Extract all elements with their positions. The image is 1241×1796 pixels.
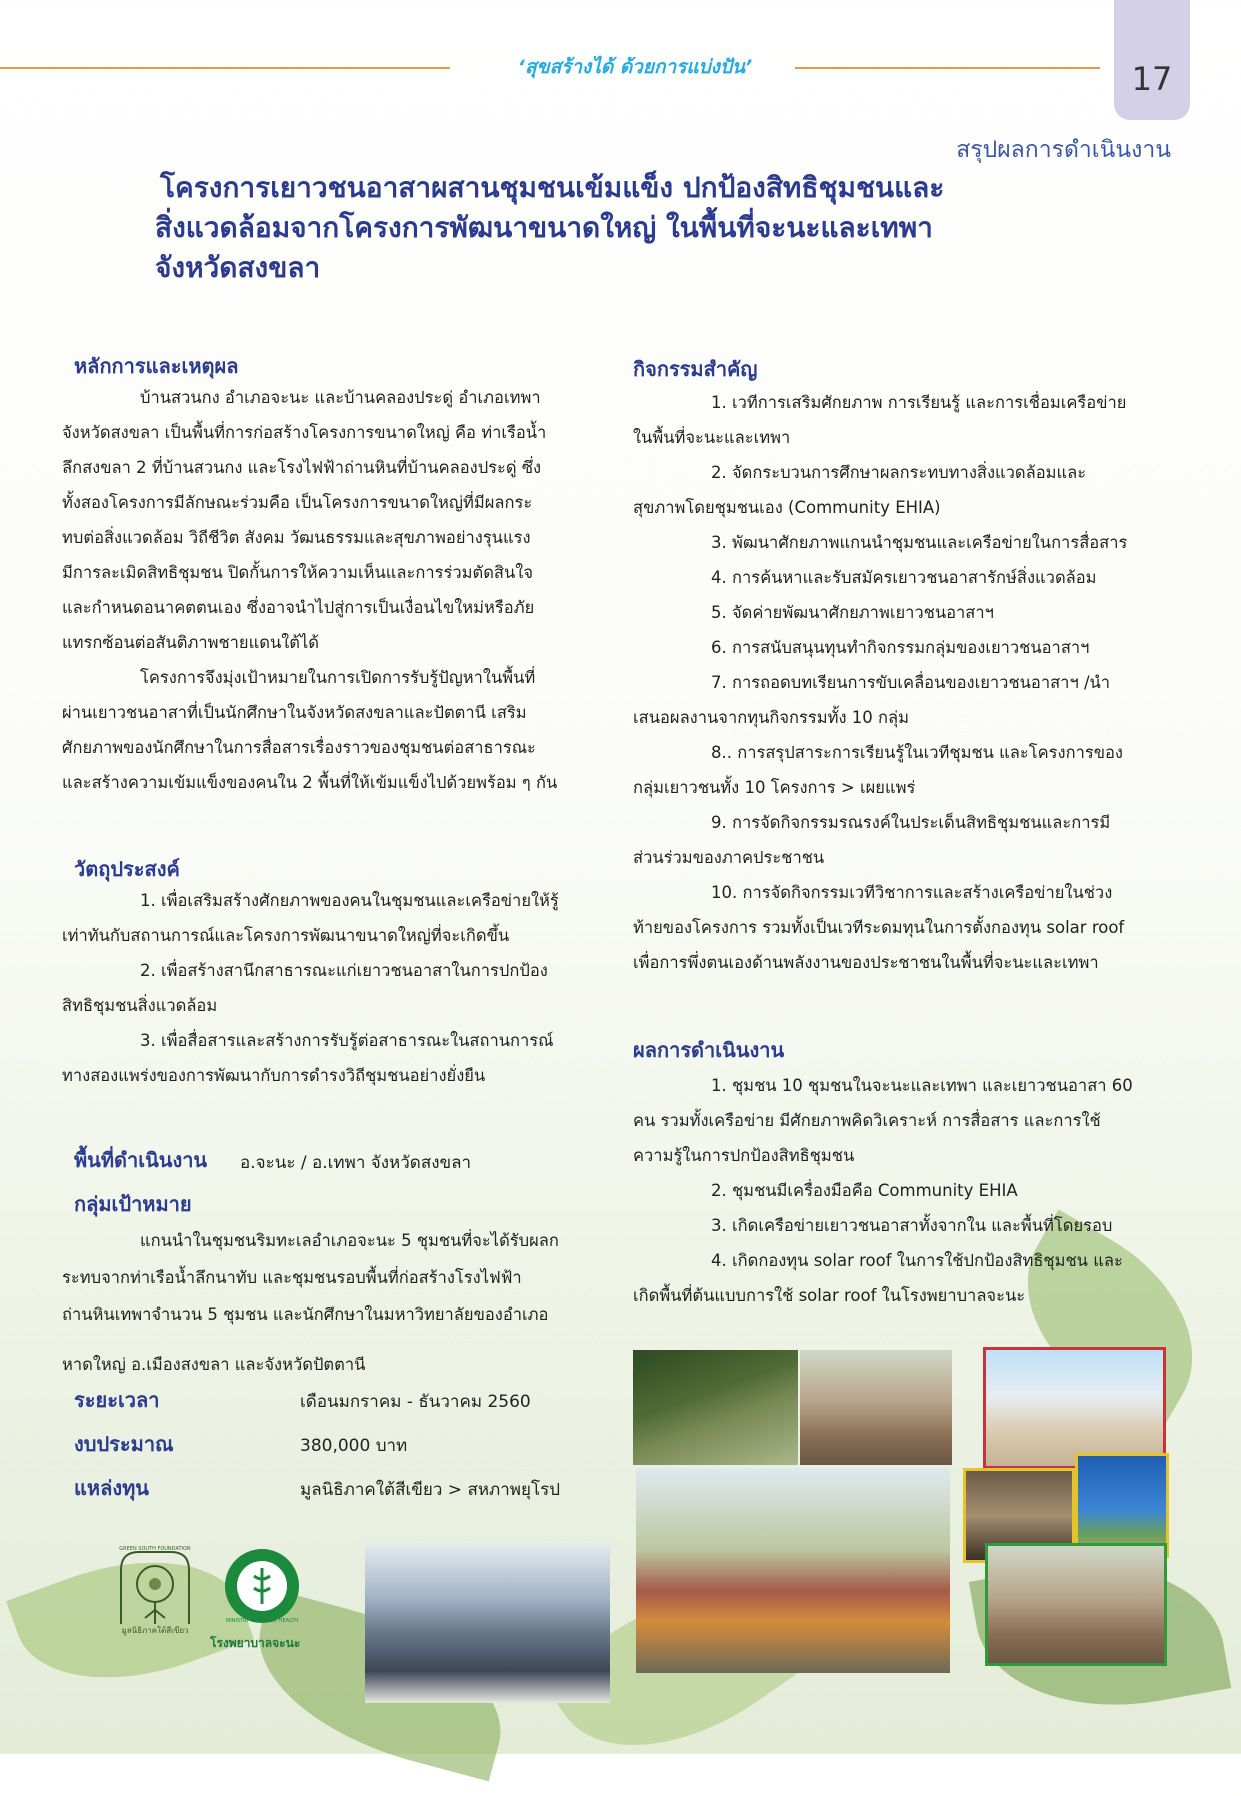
period-label: ระยะเวลา xyxy=(74,1388,160,1412)
rationale-text xyxy=(62,380,617,800)
text-line: ท้ายของโครงการ รวมทั้งเป็นเวทีระดมทุนในการตั้งกองทุน solar roof xyxy=(633,918,1125,937)
project-title-line: โครงการเยาวชนอาสาผสานชุมชนเข้มแข็ง ปกป้องสิทธิชุมชนและ xyxy=(160,171,945,204)
text-line: 4. การค้นหาและรับสมัครเยาวชนอาสารักษ์สิ่งแวดล้อม xyxy=(711,568,1097,587)
text-line: 3. เพื่อสื่อสารและสร้างการรับรู้ต่อสาธารณะในสถานการณ์ xyxy=(140,1031,554,1050)
text-line: ทบต่อสิ่งแวดล้อม วิถีชีวิต สังคม วัฒนธรรมและสุขภาพอย่างรุนแรง xyxy=(62,528,531,547)
photo-beach-group xyxy=(983,1347,1166,1469)
text-line: และสร้างความเข้มแข็งของคนใน 2 พื้นที่ให้เข้มแข็งไปด้วยพร้อม ๆ กัน xyxy=(62,773,558,792)
page-number: 17 xyxy=(1131,60,1173,98)
fund-value: มูลนิธิภาคใต้สีเขียว > สหภาพยุโรป xyxy=(300,1480,561,1500)
text-line: 8.. การสรุปสาระการเรียนรู้ในเวทีชุมชน และโครงการของ xyxy=(711,743,1123,762)
results-text xyxy=(633,1068,1173,1313)
text-line: 10. การจัดกิจกรรมเวทีวิชาการและสร้างเครือข่ายในช่วง xyxy=(711,883,1113,902)
page-number-tab xyxy=(1114,0,1190,120)
text-line: สุขภาพโดยชุมชนเอง (Community EHIA) xyxy=(633,498,941,517)
text-line: ทางสองแพร่งของการพัฒนากับการดำรงวิถีชุมชนอย่างยั่งยืน xyxy=(62,1066,486,1085)
photo-workshop-outdoor xyxy=(800,1350,952,1465)
text-line: ทั้งสองโครงการมีลักษณะร่วมคือ เป็นโครงการขนาดใหญ่ที่มีผลกระ xyxy=(62,493,533,512)
text-line: ในพื้นที่จะนะและเทพา xyxy=(633,428,791,447)
photo-youth-life-jackets xyxy=(636,1468,950,1673)
text-line: ผ่านเยาวชนอาสาที่เป็นนักศึกษาในจังหวัดสงขลาและปัตตานี เสริม xyxy=(62,703,527,722)
budget-value: 380,000 บาท xyxy=(300,1436,408,1456)
budget-label: งบประมาณ xyxy=(74,1432,174,1456)
text-line: 3. เกิดเครือข่ายเยาวชนอาสาทั้งจากใน และพื้นที่โดยรอบ xyxy=(711,1216,1113,1235)
target-text xyxy=(62,1222,617,1383)
text-line: โครงการจึงมุ่งเป้าหมายในการเปิดการรับรู้ปัญหาในพื้นที่ xyxy=(140,668,536,687)
text-line: และกำหนดอนาคตตนเอง ซึ่งอาจนำไปสู่การเป็นเงื่อนไขใหม่หรือภัย xyxy=(62,598,535,617)
text-line: 2. เพื่อสร้างสานึกสาธารณะแก่เยาวชนอาสาในการปกป้อง xyxy=(140,961,548,980)
text-line: สิทธิชุมชนสิ่งแวดล้อม xyxy=(62,996,218,1015)
photo-group-banner xyxy=(985,1543,1167,1666)
activities-text xyxy=(633,385,1173,980)
text-line: 2. ชุมชนมีเครื่องมือคือ Community EHIA xyxy=(711,1181,1018,1200)
text-line: เสนอผลงานจากทุนกิจกรรมทั้ง 10 กลุ่ม xyxy=(633,708,910,727)
results-heading: ผลการดำเนินงาน xyxy=(633,1038,785,1062)
text-line: ถ่านหินเทพาจำนวน 5 ชุมชน และนักศึกษาในมหาวิทยาลัยของอำเภอ xyxy=(62,1305,549,1324)
text-line: ส่วนร่วมของภาคประชาชน xyxy=(633,848,825,867)
text-line: 1. เพื่อเสริมสร้างศักยภาพของคนในชุมชนและเครือข่ายให้รู้ xyxy=(140,891,559,910)
text-line: เพื่อการพึ่งตนเองด้านพลังงานของประชาชนในพื้นที่จะนะและเทพา xyxy=(633,953,1099,972)
project-title-line: สิ่งแวดล้อมจากโครงการพัฒนาขนาดใหญ่ ในพื้นที่จะนะและเทพา xyxy=(155,211,933,244)
photo-mangrove xyxy=(633,1350,798,1465)
project-title xyxy=(155,168,1120,288)
logo-text-thai: มูลนิธิภาคใต้สีเขียว xyxy=(121,1626,189,1635)
area-value: อ.จะนะ / อ.เทพา จังหวัดสงขลา xyxy=(240,1153,472,1173)
target-heading: กลุ่มเป้าหมาย xyxy=(74,1192,192,1216)
period-value: เดือนมกราคม - ธันวาคม 2560 xyxy=(300,1392,531,1412)
area-heading: พื้นที่ดำเนินงาน xyxy=(74,1148,208,1172)
objectives-text xyxy=(62,883,617,1093)
project-title-line: จังหวัดสงขลา xyxy=(155,251,321,284)
text-line: คน รวมทั้งเครือข่าย มีศักยภาพคิดวิเคราะห์ การสื่อสาร และการใช้ xyxy=(633,1111,1101,1130)
text-line: หาดใหญ่ อ.เมืองสงขลา และจังหวัดปัตตานี xyxy=(62,1355,366,1374)
hospital-caption: โรงพยาบาลจะนะ xyxy=(210,1636,301,1650)
logo-text: MINISTRY OF PUBLIC HEALTH xyxy=(225,1618,299,1624)
text-line: เท่าทันกับสถานการณ์และโครงการพัฒนาขนาดใหญ่ที่จะเกิดขึ้น xyxy=(62,926,510,945)
rationale-heading: หลักการและเหตุผล xyxy=(74,354,239,378)
activities-heading: กิจกรรมสำคัญ xyxy=(633,357,758,381)
text-line: เกิดพื้นที่ต้นแบบการใช้ solar roof ในโรงพยาบาลจะนะ xyxy=(633,1286,1026,1305)
text-line: มีการละเมิดสิทธิชุมชน ปิดกั้นการให้ความเห็นและการร่วมตัดสินใจ xyxy=(62,563,533,582)
text-line: กลุ่มเยาวชนทั้ง 10 โครงการ > เผยแพร่ xyxy=(633,778,916,797)
text-line: 1. ชุมชน 10 ชุมชนในจะนะและเทพา และเยาวชนอาสา 60 xyxy=(711,1076,1133,1095)
text-line: 9. การจัดกิจกรรมรณรงค์ในประเด็นสิทธิชุมชนและการมี xyxy=(711,813,1111,832)
text-line: ลึกสงขลา 2 ที่บ้านสวนกง และโรงไฟฟ้าถ่านหินที่บ้านคลองประดู่ ซึ่ง xyxy=(62,458,542,477)
header-line-left xyxy=(0,67,450,69)
text-line: ศักยภาพของนักศึกษาในการสื่อสารเรื่องราวของชุมชนต่อสาธารณะ xyxy=(62,738,536,757)
objectives-heading: วัตถุประสงค์ xyxy=(74,857,180,881)
text-line: แกนนำในชุมชนริมทะเลอำเภอจะนะ 5 ชุมชนที่จะได้รับผลก xyxy=(140,1231,559,1250)
ministry-public-health-logo xyxy=(222,1546,302,1626)
text-line: 2. จัดกระบวนการศึกษาผลกระทบทางสิ่งแวดล้อมและ xyxy=(711,463,1087,482)
text-line: 1. เวทีการเสริมศักยภาพ การเรียนรู้ และการเชื่อมเครือข่าย xyxy=(711,393,1127,412)
text-line: ความรู้ในการปกป้องสิทธิชุมชน xyxy=(633,1146,855,1165)
logo-text: GREEN SOUTH FOUNDATION xyxy=(119,1546,191,1552)
text-line: แทรกซ้อนต่อสันติภาพชายแดนใต้ได้ xyxy=(62,633,320,652)
text-line: 4. เกิดกองทุน solar roof ในการใช้ปกป้องสิทธิชุมชน และ xyxy=(711,1251,1123,1270)
section-label: สรุปผลการดำเนินงาน xyxy=(956,137,1171,163)
text-line: ระทบจากท่าเรือน้ำลึกนาทับ และชุมชนรอบพื้นที่ก่อสร้างโรงไฟฟ้า xyxy=(62,1268,522,1287)
text-line: บ้านสวนกง อำเภอจะนะ และบ้านคลองประดู่ อำเภอเทพา xyxy=(140,388,541,407)
photo-indoor-group xyxy=(365,1543,610,1703)
text-line: 5. จัดค่ายพัฒนาศักยภาพเยาวชนอาสาฯ xyxy=(711,603,994,622)
text-line: 7. การถอดบทเรียนการขับเคลื่อนของเยาวชนอาสาฯ /นำ xyxy=(711,673,1111,692)
text-line: 6. การสนับสนุนทุนทำกิจกรรมกลุ่มของเยาวชนอาสาฯ xyxy=(711,638,1090,657)
header-line-right xyxy=(795,67,1100,69)
text-line: จังหวัดสงขลา เป็นพื้นที่การก่อสร้างโครงการขนาดใหญ่ คือ ท่าเรือน้ำ xyxy=(62,423,547,442)
text-line: 3. พัฒนาศักยภาพแกนนำชุมชนและเครือข่ายในการสื่อสาร xyxy=(711,533,1128,552)
green-south-foundation-logo xyxy=(115,1546,195,1636)
header-title: ‘สุขสร้างได้ ด้วยการแบ่งปัน’ xyxy=(517,56,753,78)
fund-label: แหล่งทุน xyxy=(74,1476,149,1500)
